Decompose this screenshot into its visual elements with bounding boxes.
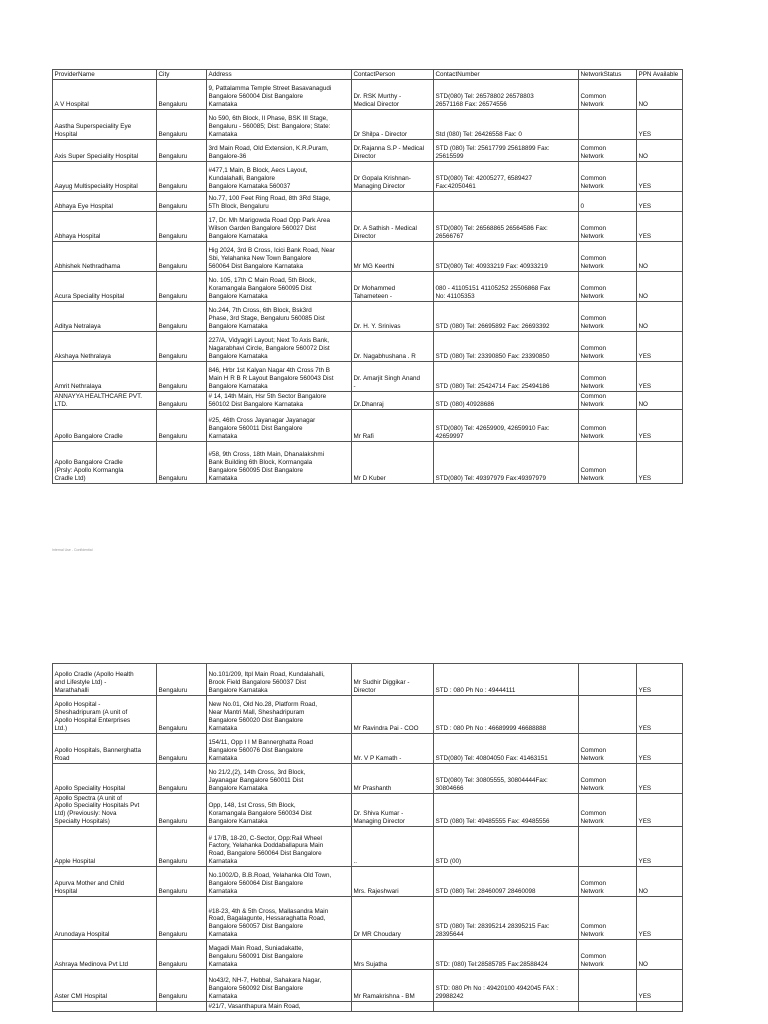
- city-cell: Bengaluru: [157, 362, 207, 392]
- network-status-cell: Common Network: [579, 867, 637, 897]
- column-header: Address: [207, 70, 352, 80]
- network-status-cell: Common Network: [579, 362, 637, 392]
- provider-name-cell: Aastha Superspeciality Eye Hospital: [53, 110, 157, 140]
- ppn-available-cell: NO: [637, 272, 683, 302]
- city-cell: Bengaluru: [157, 827, 207, 867]
- ppn-available-cell: YES: [637, 970, 683, 1002]
- network-status-cell: [579, 110, 637, 140]
- provider-name-cell: Apple Hospital: [53, 827, 157, 867]
- city-cell: Bengaluru: [157, 192, 207, 212]
- city-cell: Bengaluru: [157, 696, 207, 734]
- contact-number-cell: STD(080) Tel: 42005277, 6589427 Fax:42050461: [434, 162, 579, 192]
- provider-name-cell: Apollo Cradle (Apollo Health and Lifestyle Ltd) - Marathahalli: [53, 664, 157, 696]
- provider-name-cell: Apollo Speciality Hospital: [53, 764, 157, 794]
- contact-number-cell: STD (080) Tel: 26695892 Fax: 26693392: [434, 302, 579, 332]
- address-cell: 154/11, Opp I I M Bannerghatta Road Bangalore 560076 Dist Bangalore Karnataka: [207, 734, 352, 764]
- network-status-cell: [579, 1002, 637, 1012]
- provider-name-cell: [53, 1002, 157, 1012]
- network-status-cell: Common Network: [579, 764, 637, 794]
- table-row: [53, 362, 683, 392]
- contact-number-cell: STD (080) Tel: 23390850 Fax: 23390850: [434, 332, 579, 362]
- address-cell: #18-23, 4th & 5th Cross, Mallasandra Main Road, Bagalagunte, Hessaraghatta Road, Bangalore 560057 Dist Bangalore Karnataka: [207, 897, 352, 940]
- address-cell: Opp, 148, 1st Cross, 5th Block, Koramangala Bangalore 560034 Dist Bangalore Karnataka: [207, 794, 352, 827]
- address-cell: No.244, 7th Cross, 6th Block, Bsk3rd Phase, 3rd Stage, Bengaluru 560085 Dist Bangalore Karnataka: [207, 302, 352, 332]
- city-cell: [157, 1002, 207, 1012]
- ppn-available-cell: YES: [637, 764, 683, 794]
- city-cell: Bengaluru: [157, 940, 207, 970]
- network-status-cell: Common Network: [579, 162, 637, 192]
- address-cell: New No.01, Old No.28, Platform Road, Near Mantri Mall, Sheshadripuram Bangalore 560020 Dist Bangalore Karnataka: [207, 696, 352, 734]
- column-header: ContactNumber: [434, 70, 579, 80]
- network-status-cell: [579, 827, 637, 867]
- address-cell: #58, 9th Cross, 18th Main, Dhanalakshmi Bank Building 6th Block, Kormangala Bangalore 560095 Dist Bangalore Karnataka: [207, 442, 352, 484]
- contact-person-cell: Dr Shilpa - Director: [352, 110, 434, 140]
- table-row: [53, 827, 683, 867]
- table-row: [53, 867, 683, 897]
- table-row: [53, 794, 683, 827]
- city-cell: Bengaluru: [157, 970, 207, 1002]
- ppn-available-cell: YES: [637, 192, 683, 212]
- network-status-cell: Common Network: [579, 140, 637, 162]
- contact-number-cell: STD (080) Tel: 49485555 Fax: 49485556: [434, 794, 579, 827]
- table-row: [53, 734, 683, 764]
- table-row: [53, 970, 683, 1002]
- table-row: [53, 1002, 683, 1012]
- contact-person-cell: Dr. Amarjit Singh Anand -: [352, 362, 434, 392]
- table-row: [53, 664, 683, 696]
- table-row: [53, 80, 683, 110]
- contact-person-cell: Dr. Shiva Kumar - Managing Director: [352, 794, 434, 827]
- city-cell: Bengaluru: [157, 272, 207, 302]
- address-cell: 17, Dr. Mh Marigowda Road Opp Park Area Wilson Garden Bangalore 560027 Dist Bangalore Karnataka: [207, 212, 352, 242]
- address-cell: 9, Pattalamma Temple Street Basavanagudi Bangalore 560004 Dist Bangalore Karnataka: [207, 80, 352, 110]
- ppn-available-cell: YES: [637, 734, 683, 764]
- table-row: [53, 392, 683, 410]
- provider-name-cell: Ashraya Medinova Pvt Ltd: [53, 940, 157, 970]
- ppn-available-cell: [637, 1002, 683, 1012]
- network-status-cell: Common Network: [579, 272, 637, 302]
- city-cell: Bengaluru: [157, 867, 207, 897]
- table-row: [53, 764, 683, 794]
- provider-name-cell: Abhaya Hospital: [53, 212, 157, 242]
- provider-name-cell: Apollo Bangalore Cradle (Prsly: Apollo Kormangla Cradle Ltd): [53, 442, 157, 484]
- address-cell: No 590, 6th Block, II Phase, BSK III Stage, Bengaluru - 560085; Dist: Bangalore; State: Karnataka: [207, 110, 352, 140]
- contact-person-cell: Mr D Kuber: [352, 442, 434, 484]
- contact-number-cell: STD (080) Tel: 25617799 25618899 Fax: 25615599: [434, 140, 579, 162]
- network-status-cell: Common Network: [579, 332, 637, 362]
- network-status-cell: Common Network: [579, 897, 637, 940]
- network-status-cell: Common Network: [579, 410, 637, 442]
- table-row: [53, 442, 683, 484]
- city-cell: Bengaluru: [157, 242, 207, 272]
- network-status-cell: 0: [579, 192, 637, 212]
- contact-number-cell: STD (080) 40928686: [434, 392, 579, 410]
- contact-person-cell: Mr Rafi: [352, 410, 434, 442]
- city-cell: Bengaluru: [157, 392, 207, 410]
- contact-person-cell: Mr Ramakrishna - BM: [352, 970, 434, 1002]
- ppn-available-cell: YES: [637, 794, 683, 827]
- provider-name-cell: Arunodaya Hospital: [53, 897, 157, 940]
- provider-name-cell: Akshaya Nethralaya: [53, 332, 157, 362]
- city-cell: Bengaluru: [157, 442, 207, 484]
- table-row: [53, 940, 683, 970]
- contact-number-cell: STD(080) Tel: 30805555, 30804444Fax: 30804666: [434, 764, 579, 794]
- table-row: [53, 110, 683, 140]
- provider-name-cell: Acura Speciality Hospital: [53, 272, 157, 302]
- city-cell: Bengaluru: [157, 794, 207, 827]
- provider-name-cell: Aster CMI Hospital: [53, 970, 157, 1002]
- ppn-available-cell: YES: [637, 162, 683, 192]
- address-cell: 227/A, Vidyagiri Layout; Next To Axis Bank, Nagarabhavi Circle, Bangalore 560072 Dist Bangalore Karnataka: [207, 332, 352, 362]
- provider-name-cell: Apollo Spectra (A unit of Apollo Speciality Hospitals Pvt Ltd) (Previously: Nova Specialty Hospitals): [53, 794, 157, 827]
- network-status-cell: Common Network: [579, 940, 637, 970]
- contact-number-cell: STD(080) Tel: 42659909, 42659910 Fax: 42659997: [434, 410, 579, 442]
- column-header: NetworkStatus: [579, 70, 637, 80]
- contact-number-cell: STD(080) Tel: 26568865 26564586 Fax: 26566767: [434, 212, 579, 242]
- ppn-available-cell: NO: [637, 940, 683, 970]
- address-cell: No.101/209, Itpl Main Road, Kundalahalli, Brook Field Bangalore 560037 Dist Bangalore Karnataka: [207, 664, 352, 696]
- network-status-cell: Common Network: [579, 302, 637, 332]
- network-status-cell: [579, 664, 637, 696]
- contact-person-cell: Dr. Nagabhushana . R: [352, 332, 434, 362]
- provider-name-cell: Aayug Multispeciality Hospital: [53, 162, 157, 192]
- table-row: [53, 242, 683, 272]
- contact-person-cell: Mr. V P Kamath -: [352, 734, 434, 764]
- provider-name-cell: Amrit Nethralaya: [53, 362, 157, 392]
- ppn-available-cell: NO: [637, 302, 683, 332]
- city-cell: Bengaluru: [157, 897, 207, 940]
- provider-name-cell: Apollo Hospitals, Bannerghatta Road: [53, 734, 157, 764]
- contact-number-cell: STD (080) Tel: 28395214 28395215 Fax: 28395644: [434, 897, 579, 940]
- contact-person-cell: Mrs. Rajeshwari: [352, 867, 434, 897]
- column-header: ContactPerson: [352, 70, 434, 80]
- ppn-available-cell: YES: [637, 442, 683, 484]
- contact-number-cell: 080 - 41105151 41105252 25506868 Fax No: 41105353: [434, 272, 579, 302]
- contact-person-cell: Mr MG Keerthi: [352, 242, 434, 272]
- contact-person-cell: [352, 1002, 434, 1012]
- network-status-cell: Common Network: [579, 80, 637, 110]
- contact-number-cell: STD : 080 Ph No : 49444111: [434, 664, 579, 696]
- provider-name-cell: ANNAYYA HEALTHCARE PVT. LTD.: [53, 392, 157, 410]
- table-row: [53, 410, 683, 442]
- confidential-footer-note: Internal Use - Confidential: [52, 548, 93, 552]
- city-cell: Bengaluru: [157, 332, 207, 362]
- address-cell: #21/7, Vasanthapura Main Road,: [207, 1002, 352, 1012]
- provider-name-cell: Apollo Bangalore Cradle: [53, 410, 157, 442]
- ppn-available-cell: NO: [637, 140, 683, 162]
- ppn-available-cell: YES: [637, 362, 683, 392]
- network-status-cell: [579, 970, 637, 1002]
- network-status-cell: Common Network: [579, 392, 637, 410]
- address-cell: 846, Hrbr 1st Kalyan Nagar 4th Cross 7th B Main H R B R Layout Bangalore 560043 Dist Bangalore Karnataka: [207, 362, 352, 392]
- address-cell: #25, 46th Cross Jayanagar Jayanagar Bangalore 560011 Dist Bangalore Karnataka: [207, 410, 352, 442]
- provider-name-cell: Apurva Mother and Child Hospital: [53, 867, 157, 897]
- table-row: [53, 696, 683, 734]
- provider-table-top: [52, 69, 683, 484]
- address-cell: # 14, 14th Main, Hsr 5th Sector Bangalore 560102 Dist Bangalore Karnataka: [207, 392, 352, 410]
- city-cell: Bengaluru: [157, 410, 207, 442]
- ppn-available-cell: YES: [637, 410, 683, 442]
- contact-number-cell: STD (00): [434, 827, 579, 867]
- address-cell: No.1002/D, B.B.Road, Yelahanka Old Town, Bangalore 560064 Dist Bangalore Karnataka: [207, 867, 352, 897]
- city-cell: Bengaluru: [157, 734, 207, 764]
- provider-name-cell: Abhaya Eye Hospital: [53, 192, 157, 212]
- address-cell: No 21/2,(2), 14th Cross, 3rd Block, Jayanagar Bangalore 560011 Dist Bangalore Karnataka: [207, 764, 352, 794]
- address-cell: No.77, 100 Feet Ring Road, 8th 3Rd Stage, 5Th Block, Bengaluru: [207, 192, 352, 212]
- ppn-available-cell: YES: [637, 827, 683, 867]
- network-status-cell: Common Network: [579, 794, 637, 827]
- column-header: City: [157, 70, 207, 80]
- address-cell: No43/2, NH-7, Hebbal, Sahakara Nagar, Bangalore 560092 Dist Bangalore Karnataka: [207, 970, 352, 1002]
- address-cell: No. 105, 17th C Main Road, 5th Block, Koramangala Bangalore 560095 Dist Bangalore Karnataka: [207, 272, 352, 302]
- contact-person-cell: Dr. RSK Murthy - Medical Director: [352, 80, 434, 110]
- city-cell: Bengaluru: [157, 764, 207, 794]
- table-row: [53, 302, 683, 332]
- provider-table-bottom: [52, 663, 683, 1012]
- contact-number-cell: STD : 080 Ph No : 46689999 46688888: [434, 696, 579, 734]
- address-cell: #477,1 Main, B Block, Aecs Layout, Kundalahalli, Bangalore Bangalore Karnataka 560037: [207, 162, 352, 192]
- city-cell: Bengaluru: [157, 302, 207, 332]
- contact-person-cell: Dr. A Sathish - Medical Director: [352, 212, 434, 242]
- contact-person-cell: Dr.Dhanraj: [352, 392, 434, 410]
- column-header: ProviderName: [53, 70, 157, 80]
- contact-number-cell: [434, 192, 579, 212]
- city-cell: Bengaluru: [157, 162, 207, 192]
- contact-person-cell: Mr Prashanth: [352, 764, 434, 794]
- contact-number-cell: Std (080) Tel: 26426558 Fax: 0: [434, 110, 579, 140]
- table-header-row: [53, 70, 683, 80]
- provider-name-cell: Apollo Hospital - Sheshadripuram (A unit of Apollo Hospital Enterprises Ltd.): [53, 696, 157, 734]
- provider-name-cell: Aditya Netralaya: [53, 302, 157, 332]
- ppn-available-cell: YES: [637, 696, 683, 734]
- network-status-cell: Common Network: [579, 242, 637, 272]
- ppn-available-cell: YES: [637, 212, 683, 242]
- address-cell: 3rd Main Road, Old Extension, K.R.Puram, Bangalore-36: [207, 140, 352, 162]
- address-cell: # 17/B, 18-20, C-Sector, Opp:Rail Wheel Factory, Yelahanka Doddaballapura Main Road, Bangalore 560064 Dist Bangalore Karnataka: [207, 827, 352, 867]
- city-cell: Bengaluru: [157, 664, 207, 696]
- contact-person-cell: Dr MR Choudary: [352, 897, 434, 940]
- contact-number-cell: STD: (080) Tel:28585785 Fax:28588424: [434, 940, 579, 970]
- address-cell: Magadi Main Road, Suniadakatte, Bengaluru 560091 Dist Bangalore Karnataka: [207, 940, 352, 970]
- ppn-available-cell: YES: [637, 110, 683, 140]
- contact-number-cell: STD (080) Tel: 28460097 28460098: [434, 867, 579, 897]
- provider-name-cell: Axis Super Speciality Hospital: [53, 140, 157, 162]
- table-row: [53, 162, 683, 192]
- contact-person-cell: Mrs Sujatha: [352, 940, 434, 970]
- contact-number-cell: STD (080) Tel: 25424714 Fax: 25494186: [434, 362, 579, 392]
- ppn-available-cell: YES: [637, 664, 683, 696]
- contact-number-cell: [434, 1002, 579, 1012]
- table-row: [53, 192, 683, 212]
- contact-number-cell: STD(080) Tel: 40804050 Fax: 41463151: [434, 734, 579, 764]
- contact-person-cell: ..: [352, 827, 434, 867]
- address-cell: Hig 2024, 3rd B Cross, Icici Bank Road, Near Sbi, Yelahanka New Town Bangalore 560064 Dist Bangalore Karnataka: [207, 242, 352, 272]
- contact-person-cell: Dr Gopala Krishnan- Managing Director: [352, 162, 434, 192]
- contact-person-cell: Dr. H. Y. Srinivas: [352, 302, 434, 332]
- table-row: [53, 332, 683, 362]
- network-status-cell: Common Network: [579, 442, 637, 484]
- contact-person-cell: Dr.Rajanna S.P - Medical Director: [352, 140, 434, 162]
- column-header: PPN Available: [637, 70, 683, 80]
- contact-person-cell: Mr Sudhir Diggikar - Director: [352, 664, 434, 696]
- contact-number-cell: STD(080) Tel: 26578802 26578803 26571168 Fax: 26574556: [434, 80, 579, 110]
- table-row: [53, 897, 683, 940]
- provider-name-cell: A V Hospital: [53, 80, 157, 110]
- contact-number-cell: STD(080) Tel: 40933219 Fax: 40933219: [434, 242, 579, 272]
- contact-number-cell: STD: 080 Ph No : 49420100 4942045 FAX : 29988242: [434, 970, 579, 1002]
- network-status-cell: Common Network: [579, 212, 637, 242]
- city-cell: Bengaluru: [157, 110, 207, 140]
- table-row: [53, 212, 683, 242]
- network-status-cell: [579, 696, 637, 734]
- ppn-available-cell: YES: [637, 897, 683, 940]
- provider-name-cell: Abhishek Nethradhama: [53, 242, 157, 272]
- table-row: [53, 272, 683, 302]
- ppn-available-cell: NO: [637, 80, 683, 110]
- ppn-available-cell: YES: [637, 332, 683, 362]
- contact-number-cell: STD(080) Tel: 49397979 Fax:49397979: [434, 442, 579, 484]
- ppn-available-cell: NO: [637, 867, 683, 897]
- ppn-available-cell: NO: [637, 392, 683, 410]
- city-cell: Bengaluru: [157, 212, 207, 242]
- contact-person-cell: Dr Mohammed Tahameteen -: [352, 272, 434, 302]
- table-row: [53, 140, 683, 162]
- network-status-cell: Common Network: [579, 734, 637, 764]
- contact-person-cell: Mr Ravindra Pai - COO: [352, 696, 434, 734]
- city-cell: Bengaluru: [157, 140, 207, 162]
- contact-person-cell: [352, 192, 434, 212]
- ppn-available-cell: NO: [637, 242, 683, 272]
- city-cell: Bengaluru: [157, 80, 207, 110]
